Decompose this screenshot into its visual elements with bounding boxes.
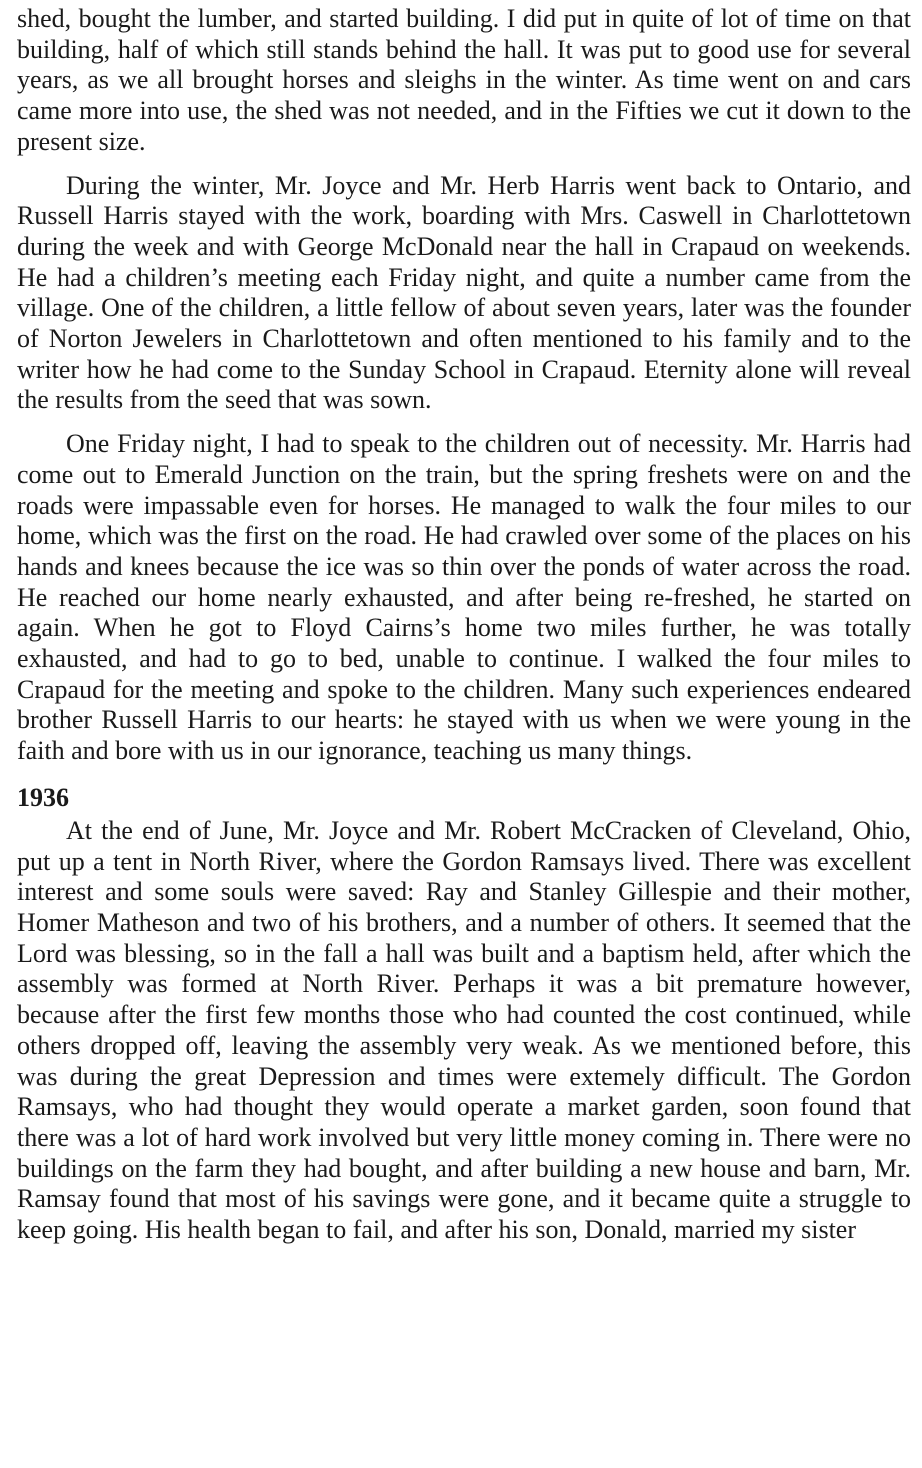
paragraph-friday-night: One Friday night, I had to speak to the children out of necessity. Mr. Harris had come out to Emerald Junction on the train, but the spring freshets were on and the roads were impassable even for horses. He managed to walk the four miles to our home, which was the first on the road. He had crawled over some of the places on his hands and knees because the ice was so thin over the ponds of water across the road. He reached our home nearly exhausted, and after being re-freshed, he started on again. When he got to Floyd Cairns’s home two miles further, he was totally exhausted, and had to go to bed, unable to continue. I walked the four miles to Crapaud for the meeting and spoke to the children. Many such experiences endeared brother Russell Harris to our hearts: he stayed with us when we were young in the faith and bore with us in our ignorance, teaching us many things. <box>17 429 911 766</box>
paragraph-shed-building: shed, bought the lumber, and started building. I did put in quite of lot of time on that building, half of which still stands behind the hall. It was put to good use for several years, as we all brought horses and sleighs in the winter. As time went on and cars came more into use, the shed was not needed, and in the Fifties we cut it down to the present size. <box>17 4 911 156</box>
paragraph-winter-work: During the winter, Mr. Joyce and Mr. Herb Harris went back to Ontario, and Russell Harris stayed with the work, boarding with Mrs. Caswell in Charlottetown during the week and with George McDonald near the hall in Crapaud on weekends. He had a children’s meeting each Friday night, and quite a number came from the village. One of the children, a little fellow of about seven years, later was the founder of Norton Jewelers in Charlottetown and often mentioned to his family and to the writer how he had come to the Sunday School in Crapaud. Eternity alone will reveal the results from the seed that was sown. <box>17 170 911 415</box>
paragraph-1936-north-river: At the end of June, Mr. Joyce and Mr. Robert McCracken of Cleveland, Ohio, put up a tent in North River, where the Gordon Ramsays lived. There was excellent interest and some souls were saved: Ray and Stanley Gillespie and their mother, Homer Matheson and two of his brothers, and a number of others. It seemed that the Lord was blessing, so in the fall a hall was built and a baptism held, after which the assembly was formed at North River. Perhaps it was a bit premature however, because after the first few months those who had counted the cost continued, while others dropped off, leaving the assembly very weak. As we mentioned before, this was during the great Depression and times were extemely difficult. The Gordon Ramsays, who had thought they would operate a market garden, soon found that there was a lot of hard work involved but very little money coming in. There were no buildings on the farm they had bought, and after building a new house and barn, Mr. Ramsay found that most of his savings were gone, and it became quite a struggle to keep going. His health began to fail, and after his son, Donald, married my sister <box>17 815 911 1245</box>
section-heading-1936: 1936 <box>17 782 69 812</box>
book-page <box>17 0 911 1246</box>
